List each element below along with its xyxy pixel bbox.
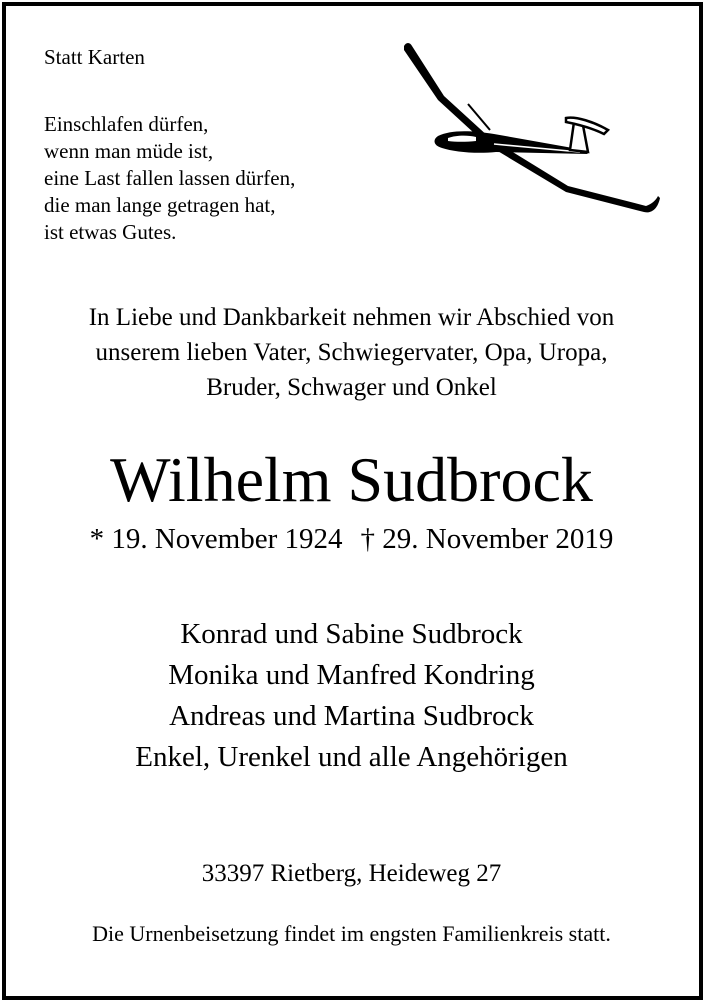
deceased-name: Wilhelm Sudbrock: [110, 444, 593, 515]
poem-line: die man lange getragen hat,: [44, 193, 276, 217]
intro-line: Bruder, Schwager und Onkel: [206, 374, 497, 401]
life-dates: [0, 519, 703, 559]
intro-text: [0, 300, 703, 405]
glider-icon: [398, 38, 664, 218]
mourner-line: Monika und Manfred Kondring: [168, 659, 535, 691]
mourners-list: [0, 614, 703, 778]
poem: [44, 111, 295, 246]
mourner-line: Enkel, Urenkel und alle Angehörigen: [135, 741, 568, 773]
poem-line: Einschlafen dürfen,: [44, 112, 209, 136]
burial-note: Die Urnenbeisetzung findet im engsten Familienkreis statt.: [92, 921, 611, 946]
poem-line: wenn man müde ist,: [44, 139, 214, 163]
mourner-line: Konrad und Sabine Sudbrock: [180, 618, 523, 650]
address: 33397 Rietberg, Heideweg 27: [201, 860, 502, 887]
intro-line: unserem lieben Vater, Schwiegervater, Opa, Uropa,: [95, 339, 608, 366]
statt-karten-label: Statt Karten: [44, 45, 145, 69]
birth-date: * 19. November 1924: [89, 523, 343, 555]
poem-line: ist etwas Gutes.: [44, 220, 177, 244]
mourner-line: Andreas und Martina Sudbrock: [169, 700, 534, 732]
intro-line: In Liebe und Dankbarkeit nehmen wir Abschied von: [88, 304, 615, 331]
poem-line: eine Last fallen lassen dürfen,: [44, 166, 296, 190]
death-date: † 29. November 2019: [360, 523, 614, 555]
